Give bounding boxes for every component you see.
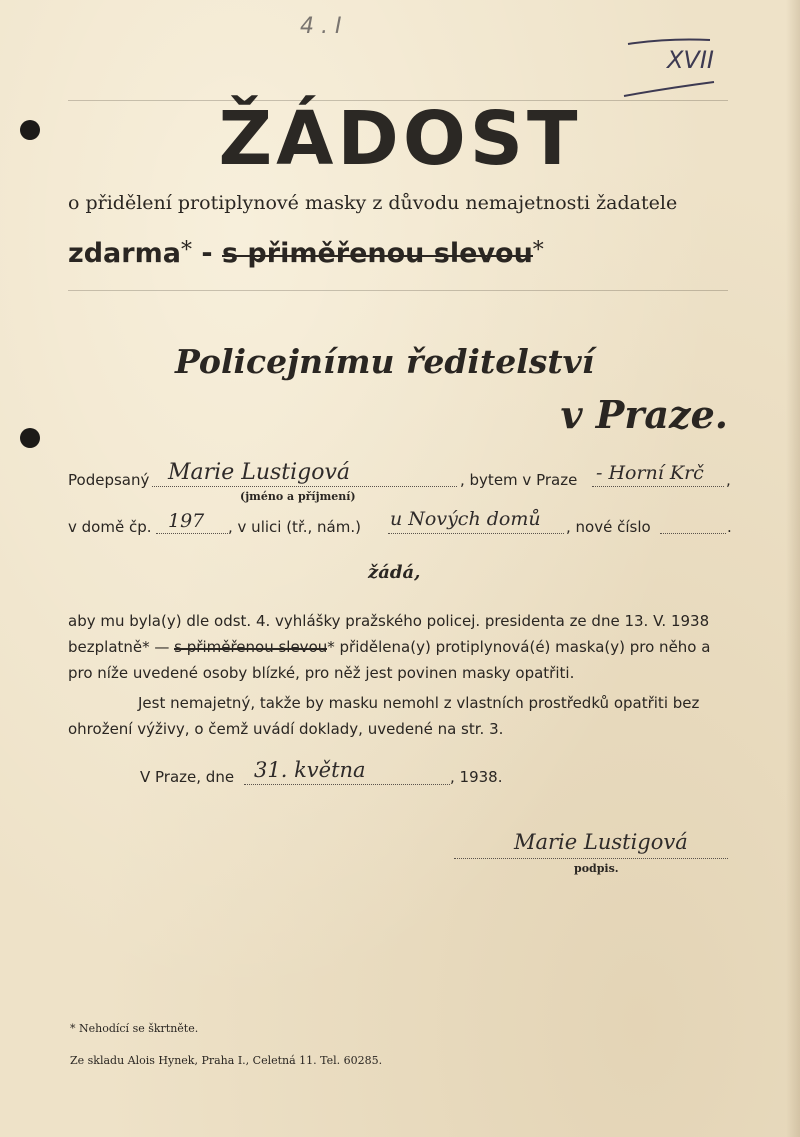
free-word: bezplatně* — — [68, 638, 175, 656]
signature-line — [454, 858, 728, 859]
requests-word: žádá, — [368, 562, 421, 583]
comma: , — [726, 471, 731, 489]
paragraph2-line2: ohrožení výživy, o čemž uvádí doklady, uvedené na str. 3. — [68, 720, 504, 738]
printer-imprint: Ze skladu Alois Hynek, Praha I., Celetná 11. Tel. 60285. — [70, 1054, 383, 1067]
date-field-line — [244, 784, 450, 785]
label-signed: Podepsaný — [68, 471, 150, 489]
signature: Marie Lustigová — [514, 830, 688, 854]
dash: - — [191, 238, 222, 269]
date-year: , 1938. — [450, 768, 503, 786]
residence-field-line — [592, 486, 724, 487]
discount-option-struck: s přiměřenou slevou — [221, 238, 533, 269]
discount-struck-inline: s přiměřenou slevou — [174, 638, 328, 656]
pencil-stamp: XVII — [666, 46, 714, 74]
paragraph1-line1: aby mu byla(y) dle odst. 4. vyhlášky pražského policej. presidenta ze dne 13. V. 1938 — [68, 612, 710, 630]
document-subtitle: o přidělení protiplynové masky z důvodu nemajetnosti žadatele — [68, 192, 678, 214]
name-field-line — [152, 486, 457, 487]
label-new-number: , nové číslo — [566, 518, 651, 536]
street-value: u Nových domů — [390, 508, 541, 530]
label-house: v domě čp. — [68, 518, 152, 536]
footnote: * Nehodící se škrtněte. — [70, 1022, 199, 1035]
price-option-line — [68, 238, 544, 269]
form-mid-rule — [68, 290, 728, 291]
house-number: 197 — [168, 510, 205, 532]
label-street: , v ulici (tř., nám.) — [228, 518, 361, 536]
signature-caption: podpis. — [574, 862, 619, 875]
applicant-name: Marie Lustigová — [168, 460, 351, 485]
paragraph1-line3: pro níže uvedené osoby blízké, pro něž jest povinen masky opatřiti. — [68, 664, 575, 682]
pencil-note: 4 . I — [300, 14, 342, 39]
residence-value: - Horní Krč — [596, 462, 704, 484]
house-field-line — [156, 533, 228, 534]
free-option: zdarma — [68, 238, 181, 269]
paragraph1-line2-rest: * přidělena(y) protiplynová(é) maska(y) pro něho a — [327, 638, 711, 656]
period: . — [727, 518, 732, 536]
date-label: V Praze, dne — [140, 768, 235, 786]
addressee-line-1: Policejnímu ředitelství — [175, 342, 595, 381]
addressee-line-2: v Praze. — [560, 392, 728, 437]
date-value: 31. května — [254, 758, 366, 782]
new-number-field-line — [660, 533, 726, 534]
paragraph2-line1: Jest nemajetný, takže by masku nemohl z vlastních prostředků opatřiti bez — [138, 694, 700, 712]
asterisk-1: * — [180, 238, 192, 263]
label-residence: , bytem v Praze — [460, 471, 578, 489]
paragraph1-line2 — [68, 634, 710, 660]
asterisk-2: * — [532, 238, 544, 263]
name-caption: (jméno a příjmení) — [240, 490, 356, 503]
punch-hole-bottom — [20, 428, 40, 448]
document-title: ŽÁDOST — [218, 96, 582, 182]
street-field-line — [388, 533, 564, 534]
